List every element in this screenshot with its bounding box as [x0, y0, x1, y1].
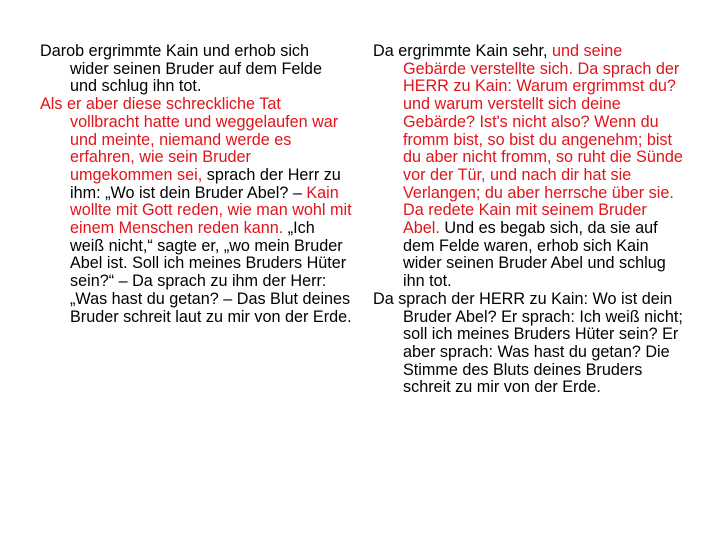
right-p1-black-text-1: Da ergrimmte Kain sehr,	[373, 42, 553, 60]
right-p2-black-text: Da sprach der HERR zu Kain: Wo ist dein Bruder Abel? Er sprach: Ich weiß nicht; soll ich meines Bruders Hüter sein? Er aber sprach: Was hast du getan? Die Stimme des Bluts deines Bruders schreit zu mir von der Erde.	[373, 289, 683, 397]
left-paragraph-1	[40, 43, 352, 96]
left-p2-red-text-2: Kain wollte mit Gott reden, wie man wohl mit einem Menschen reden kann.	[70, 183, 352, 238]
left-text-column	[40, 43, 352, 326]
right-p1-black-text-2: Und es begab sich, da sie auf dem Felde waren, erhob sich Kain wider seinen Bruder Abel und schlug ihn tot.	[403, 219, 666, 291]
right-p1-red-text: und seine Gebärde verstellte sich. Da sprach der HERR zu Kain: Warum ergrimmst du? und warum verstellt sich deine Gebärde? Ist's nicht also? Wenn du fromm bist, so bist du angenehm; bist du aber nicht fromm, so ruht die Sünde vor der Tür, und nach dir hat sie Verlangen; du aber herrsche über sie. Da redete Kain mit seinem Bruder Abel.	[403, 42, 683, 238]
left-paragraph-2	[40, 96, 352, 326]
left-p2-black-text-2: „Ich weiß nicht,“ sagte er, „wo mein Bruder Abel ist. Soll ich meines Bruders Hüter sein?“ – Da sprach zu ihm der Herr: „Was hast du getan? – Das Blut deines Bruder schreit laut zu mir von der Erde.	[70, 219, 352, 326]
right-paragraph-1	[373, 43, 685, 291]
left-p2-red-text-1: Als er aber diese schreckliche Tat vollbracht hatte und weggelaufen war und meinte, niemand werde es erfahren, wie sein Bruder umgekommen sei,	[40, 95, 339, 184]
right-text-column	[373, 43, 685, 397]
left-p2-black-text-1: sprach der Herr zu ihm: „Wo ist dein Bruder Abel? –	[70, 165, 341, 202]
left-p1-black-text: Darob ergrimmte Kain und erhob sich wider seinen Bruder auf dem Felde und schlug ihn tot.	[40, 42, 322, 96]
right-paragraph-2	[373, 291, 685, 397]
